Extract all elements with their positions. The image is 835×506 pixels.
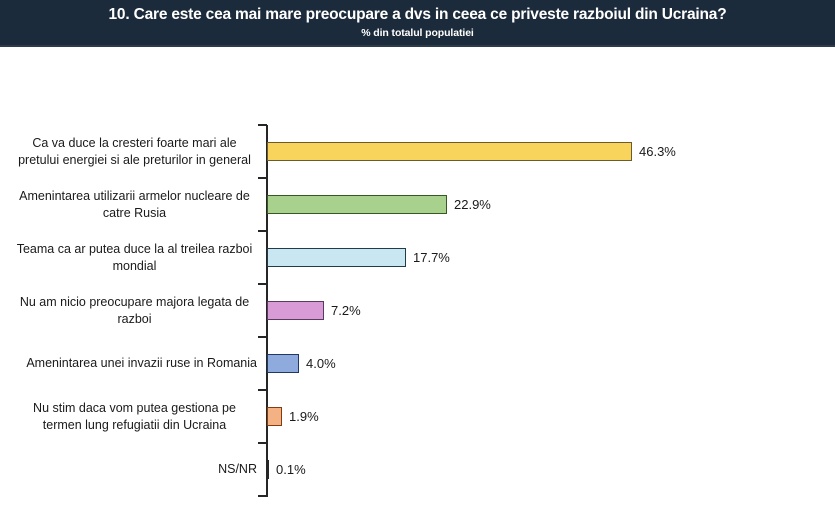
chart-row xyxy=(0,284,835,337)
bar xyxy=(267,248,406,267)
chart-row xyxy=(0,337,835,390)
chart-title: 10. Care este cea mai mare preocupare a dvs in ceea ce priveste razboiul din Ucraina? xyxy=(108,6,727,23)
bar xyxy=(267,407,282,426)
axis-tick xyxy=(258,336,267,338)
chart-row xyxy=(0,125,835,178)
value-label: 17.7% xyxy=(413,250,450,265)
axis-tick xyxy=(258,442,267,444)
bar xyxy=(267,460,269,479)
bar xyxy=(267,195,447,214)
chart-row xyxy=(0,443,835,496)
bar xyxy=(267,142,632,161)
value-label: 46.3% xyxy=(639,144,676,159)
axis-tick xyxy=(258,283,267,285)
axis-tick xyxy=(258,124,267,126)
category-label: Amenintarea unei invazii ruse in Romania xyxy=(26,356,257,370)
category-label: Ca va duce la cresteri foarte mari ale pretului energiei si ale preturilor in general xyxy=(18,135,251,167)
value-label: 1.9% xyxy=(289,409,319,424)
value-label: 22.9% xyxy=(454,197,491,212)
chart-row xyxy=(0,390,835,443)
value-label: 4.0% xyxy=(306,356,336,371)
chart-row xyxy=(0,178,835,231)
category-label: Nu am nicio preocupare majora legata de razboi xyxy=(19,294,250,326)
value-label: 7.2% xyxy=(331,303,361,318)
chart-subtitle: % din totalul populatiei xyxy=(361,27,474,39)
bar xyxy=(267,354,299,373)
bar xyxy=(267,301,324,320)
axis-tick xyxy=(258,230,267,232)
chart-row xyxy=(0,231,835,284)
category-label: Nu stim daca vom putea gestiona pe termen lung refugiatii din Ucraina xyxy=(33,400,236,432)
category-label: Teama ca ar putea duce la al treilea razboi mondial xyxy=(16,241,253,273)
horizontal-bar-chart xyxy=(0,47,835,506)
category-label: NS/NR xyxy=(218,462,257,476)
axis-tick xyxy=(258,495,267,497)
value-label: 0.1% xyxy=(276,462,306,477)
axis-tick xyxy=(258,177,267,179)
axis-tick xyxy=(258,389,267,391)
category-label: Amenintarea utilizarii armelor nucleare de catre Rusia xyxy=(19,188,250,220)
chart-title-bar xyxy=(0,0,835,47)
